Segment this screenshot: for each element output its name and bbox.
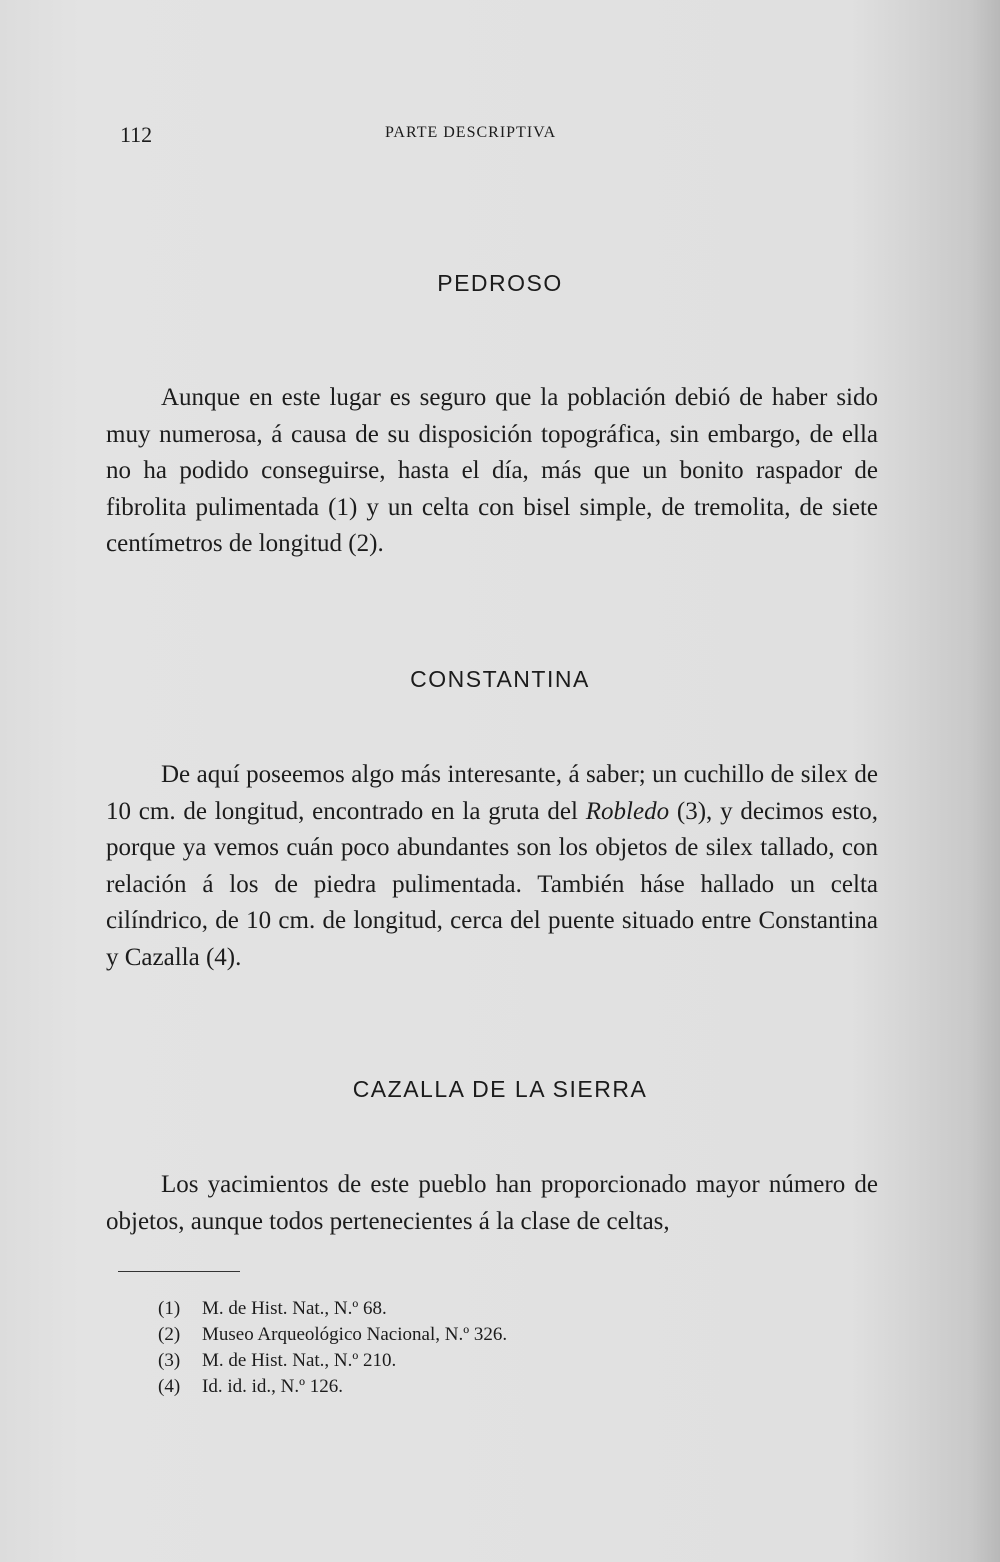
footnote-text: M. de Hist. Nat., N.º 68. (202, 1298, 387, 1319)
footnote-2 (158, 1322, 758, 1348)
paragraph-constantina-part-1: De aquí poseemos algo más interesante, á saber; un cuchillo de silex de 10 cm. de longitud, encontrado en la gruta del (106, 761, 878, 825)
footnote-text: Id. id. id., N.º 126. (202, 1376, 343, 1397)
footnote-number: (1) (158, 1298, 181, 1319)
footnote-number: (3) (158, 1350, 181, 1371)
footnote-4 (158, 1374, 758, 1400)
paragraph-constantina (106, 757, 878, 976)
footnote-divider (118, 1271, 240, 1272)
place-name-robledo: Robledo (585, 797, 670, 825)
page-number: 112 (120, 122, 153, 147)
footnote-number: (4) (158, 1376, 181, 1397)
footnote-1 (158, 1296, 758, 1322)
running-title: PARTE DESCRIPTIVA (385, 124, 557, 141)
paragraph-pedroso: Aunque en este lugar es seguro que la población debió de haber sido muy numerosa, á causa de su disposición topográfica, sin embargo, de ella no ha podido conseguirse, hasta el día, más que un bonito raspador de fibrolita pulimentada (1) y un celta con bisel simple, de tremolita, de siete centímetros de longitud (2). (106, 384, 878, 557)
footnote-text: M. de Hist. Nat., N.º 210. (202, 1350, 397, 1371)
paragraph-constantina-part-2: (3), y decimos esto, porque ya vemos cuán poco abundantes son los objetos de silex tallado, con relación á los de piedra pulimentada. También háse hallado un celta cilíndrico, de 10 cm. de longitud, cerca del puente situado entre Constantina y Cazalla (4). (106, 797, 878, 971)
footnote-text: Museo Arqueológico Nacional, N.º 326. (202, 1324, 508, 1345)
footnote-3 (158, 1348, 758, 1374)
running-head (120, 122, 880, 152)
paragraph-cazalla: Los yacimientos de este pueblo han proporcionado mayor número de objetos, aunque todos pertenecientes á la clase de celtas, (106, 1171, 878, 1235)
footnote-number: (2) (158, 1324, 181, 1345)
section-heading-constantina: CONSTANTINA (410, 666, 590, 692)
section-heading-cazalla: CAZALLA DE LA SIERRA (352, 1076, 648, 1102)
footnotes (158, 1296, 758, 1400)
section-heading-pedroso: PEDROSO (437, 270, 563, 296)
